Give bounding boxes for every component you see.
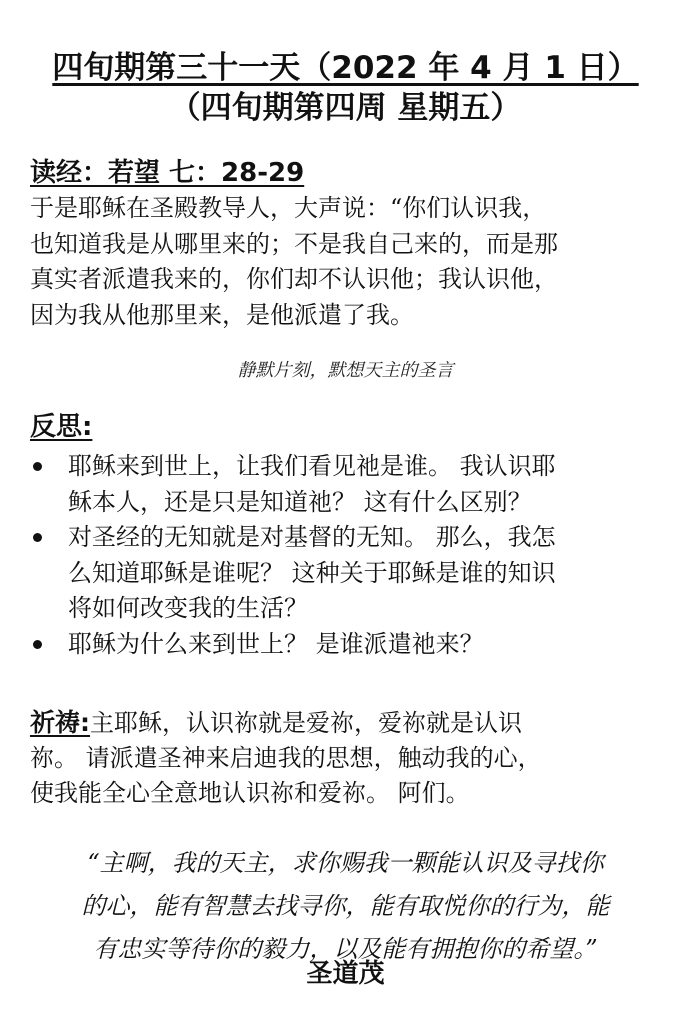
reflection-line: 耶稣为什么来到世上？ 是谁派遣祂来？ — [68, 629, 484, 658]
reflection-item — [30, 627, 670, 663]
page-subtitle: （四旬期第四周 星期五） — [169, 90, 522, 126]
page-title — [0, 48, 691, 88]
page-title-text: 四旬期第三十一天（2022 年 4 月 1 日） — [52, 50, 639, 86]
quote-line: 的心，能有智慧去找寻你，能有取悦你的行为，能 — [81, 892, 610, 920]
prayer-text: 主耶稣，认识祢就是爱祢，爱祢就是认识 — [90, 709, 522, 737]
quote-author: 圣道茂 — [306, 959, 385, 989]
reflection-list — [30, 449, 670, 662]
quote-line: “主啊，我的天主，求你赐我一颗能认识及寻找你 — [87, 849, 604, 877]
reading-passage — [30, 191, 670, 333]
reflection-line: 对圣经的无知就是对基督的无知。 那么，我怎 — [68, 523, 556, 551]
silence-note: 静默片刻，默想天主的圣言 — [237, 360, 454, 381]
saint-quote — [0, 842, 691, 971]
prayer-line: 祢。 请派遣圣神来启迪我的思想，触动我的心， — [30, 743, 542, 772]
quote-line: 有忠实等待你的毅力，以及能有拥抱你的希望。” — [93, 935, 598, 963]
prayer-line — [30, 704, 670, 740]
prayer-label: 祈祷: — [30, 708, 90, 737]
reading-line: 于是耶稣在圣殿教导人，大声说：“你们认识我， — [30, 194, 547, 222]
prayer-section — [30, 704, 670, 811]
reflection-heading: 反思: — [30, 412, 93, 442]
reading-line: 也知道我是从哪里来的；不是我自己来的，而是那 — [30, 229, 558, 258]
reflection-line: 将如何改变我的生活？ — [68, 594, 308, 622]
bullet-icon — [33, 640, 42, 649]
bullet-icon — [33, 462, 42, 471]
reflection-line: 稣本人，还是只是知道祂？ 这有什么区别？ — [68, 487, 532, 516]
reflection-line: 么知道耶稣是谁呢？ 这种关于耶稣是谁的知识 — [68, 558, 556, 587]
reflection-item — [30, 449, 670, 520]
prayer-line: 使我能全心全意地认识祢和爱祢。 阿们。 — [30, 779, 470, 807]
reading-line: 因为我从他那里来，是他派遣了我。 — [30, 300, 414, 329]
bullet-icon — [33, 533, 42, 542]
reading-line: 真实者派遣我来的，你们却不认识他；我认识他， — [30, 265, 558, 293]
reflection-line: 耶稣来到世上，让我们看见祂是谁。 我认识耶 — [68, 452, 556, 480]
reflection-item — [30, 520, 670, 627]
reading-heading: 读经：若望 七：28-29 — [30, 158, 305, 188]
